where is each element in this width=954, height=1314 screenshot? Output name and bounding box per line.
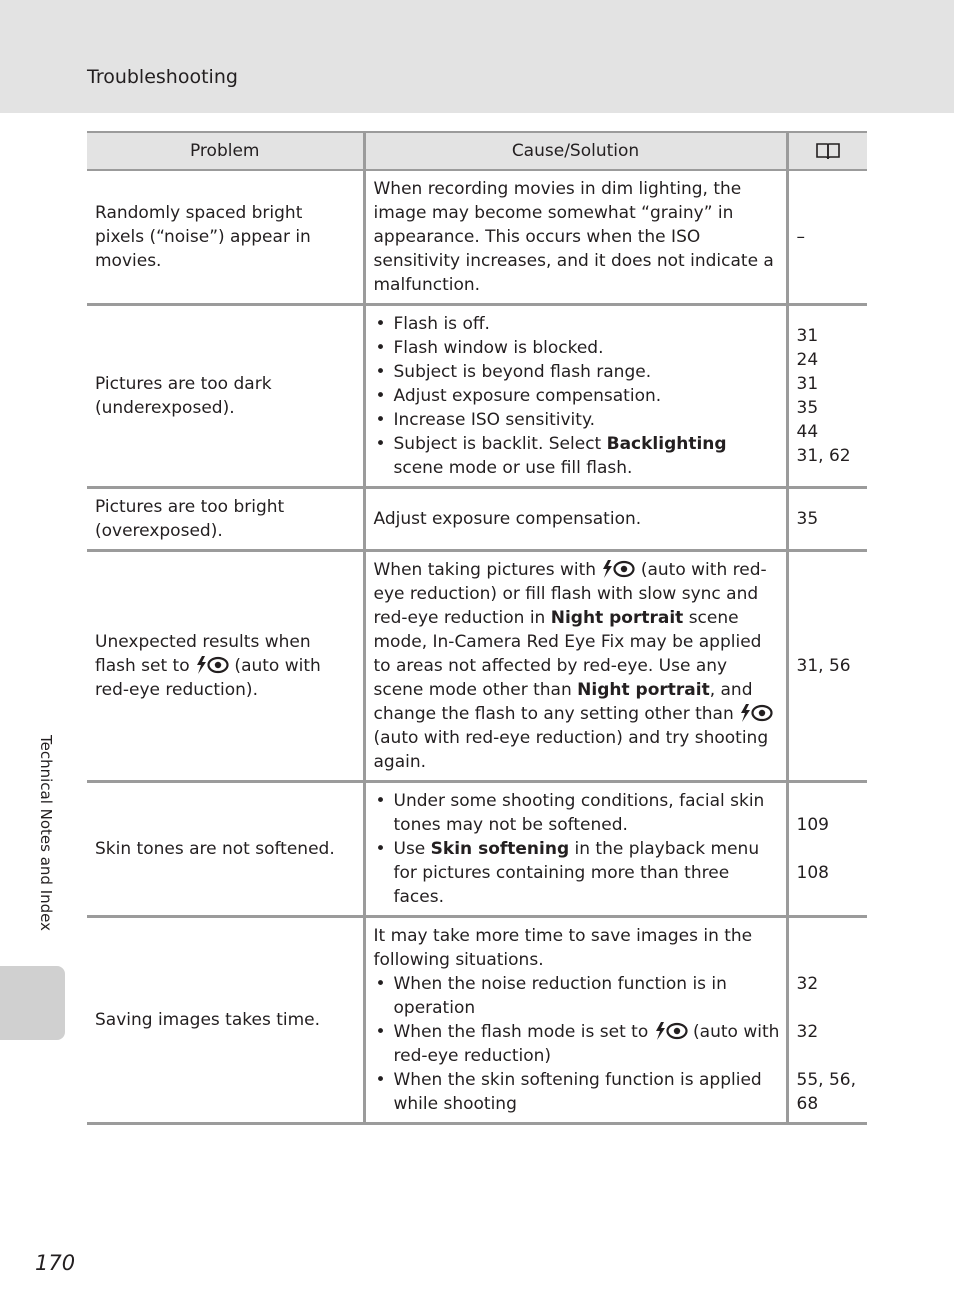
page-ref: 44 <box>796 422 819 442</box>
table-row <box>87 551 867 782</box>
cause-cell: Adjust exposure compensation. <box>364 488 787 551</box>
page-ref: 35 <box>796 398 819 418</box>
column-header-cause: Cause/Solution <box>364 132 787 170</box>
table-header-row <box>87 132 867 170</box>
cause-cell <box>364 917 787 1124</box>
table-row <box>87 782 867 917</box>
section-tab <box>0 966 65 1040</box>
mode-name: Night portrait <box>550 608 684 628</box>
problem-cell: Saving images takes time. <box>87 917 364 1124</box>
problem-cell: Randomly spaced bright pixels (“noise”) appear in movies. <box>87 170 364 305</box>
reference-cell: – <box>787 170 867 305</box>
problem-cell: Skin tones are not softened. <box>87 782 364 917</box>
problem-cell: Pictures are too dark (underexposed). <box>87 305 364 488</box>
mode-name: Backlighting <box>606 434 727 454</box>
text-run: When taking pictures with <box>373 560 602 580</box>
list-item: • When the skin softening function is applied while shooting <box>374 1068 780 1116</box>
text-run: (auto with red-eye reduction) and try shooting again. <box>373 728 769 772</box>
table-row <box>87 488 867 551</box>
column-header-problem: Problem <box>87 132 364 170</box>
page-title: Troubleshooting <box>87 66 238 88</box>
page-ref: 109 <box>796 815 829 835</box>
cause-cell <box>364 551 787 782</box>
page-ref: 31, 62 <box>796 446 851 466</box>
text-run: in the playback menu for pictures containing more than three faces. <box>393 839 760 907</box>
list-item <box>374 1020 780 1068</box>
list-item <box>374 432 780 480</box>
menu-option-name: Skin softening <box>430 839 570 859</box>
cause-cell: When recording movies in dim lighting, the image may become somewhat “grainy” in appearance. This occurs when the ISO sensitivity increases, and it does not indicate a malfunction. <box>364 170 787 305</box>
page-ref: 32 <box>796 1022 819 1042</box>
flash-red-eye-icon <box>739 704 773 722</box>
mode-name: Night portrait <box>577 680 710 700</box>
flash-red-eye-icon <box>195 656 229 674</box>
text-run: scene mode or use fill flash. <box>393 458 633 478</box>
page-ref: 55, 56, 68 <box>796 1070 856 1114</box>
cause-cell <box>364 782 787 917</box>
intro-text: It may take more time to save images in the following situations. <box>373 926 753 970</box>
flash-red-eye-icon <box>601 560 635 578</box>
list-item: • Increase ISO sensitivity. <box>374 408 780 432</box>
reference-cell: 31, 56 <box>787 551 867 782</box>
list-item: • Flash is off. <box>374 312 780 336</box>
reference-cell: 35 <box>787 488 867 551</box>
list-item <box>374 837 780 909</box>
problem-cell <box>87 551 364 782</box>
page-ref: 24 <box>796 350 819 370</box>
reference-cell <box>787 305 867 488</box>
troubleshooting-table <box>87 131 867 1125</box>
section-side-label-text: Technical Notes and Index <box>37 735 55 932</box>
section-side-label <box>33 735 63 965</box>
reference-cell <box>787 917 867 1124</box>
table-row <box>87 305 867 488</box>
list-item: • When the noise reduction function is in operation <box>374 972 780 1020</box>
list-item: • Flash window is blocked. <box>374 336 780 360</box>
text-run: , and change the flash to any setting other than <box>373 680 753 724</box>
page-ref: 32 <box>796 974 819 994</box>
table-row <box>87 170 867 305</box>
text-run: (auto with red-eye reduction) or fill flash with slow sync and red-eye reduction in <box>373 560 767 628</box>
text-run: (auto with red-eye reduction) <box>393 1022 780 1066</box>
text-run: Subject is backlit. Select <box>393 434 607 454</box>
text-run: Unexpected results when flash set to <box>95 632 311 676</box>
column-header-reference <box>787 132 867 170</box>
list-item: • Subject is beyond flash range. <box>374 360 780 384</box>
book-icon <box>815 141 841 161</box>
page-ref: 31 <box>796 374 819 394</box>
table-row <box>87 917 867 1124</box>
page-ref: 108 <box>796 863 829 883</box>
list-item: • Adjust exposure compensation. <box>374 384 780 408</box>
text-run: scene mode, In-Camera Red Eye Fix may be applied to areas not affected by red-eye. Use any scene mode other than <box>373 608 762 700</box>
text-run: Use <box>393 839 431 859</box>
list-item: • Under some shooting conditions, facial skin tones may not be softened. <box>374 789 780 837</box>
problem-cell: Pictures are too bright (overexposed). <box>87 488 364 551</box>
page-ref: 31 <box>796 326 819 346</box>
text-run: (auto with red-eye reduction). <box>95 656 321 700</box>
reference-cell <box>787 782 867 917</box>
header-band <box>0 0 954 113</box>
text-run: When the flash mode is set to <box>393 1022 654 1042</box>
cause-cell <box>364 305 787 488</box>
page-number: 170 <box>35 1251 76 1275</box>
flash-red-eye-icon <box>654 1022 688 1040</box>
